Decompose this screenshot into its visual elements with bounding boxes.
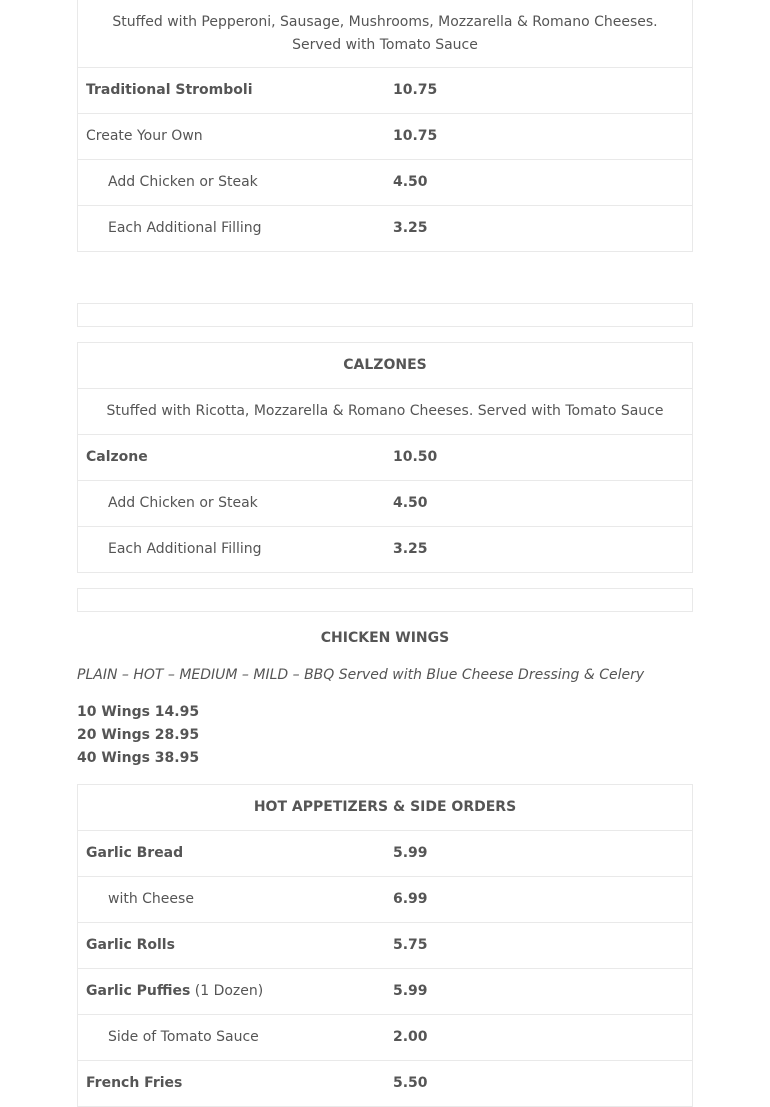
- item-price: 4.50: [385, 160, 693, 206]
- menu-row: [78, 923, 693, 969]
- item-name: Side of Tomato Sauce: [78, 1015, 386, 1061]
- item-price: 4.50: [385, 481, 693, 527]
- item-price: 5.50: [385, 1061, 693, 1107]
- list-item: 10 Wings 14.95: [77, 704, 200, 720]
- stromboli-section: [77, 0, 693, 252]
- stromboli-description: Stuffed with Pepperoni, Sausage, Mushrooms, Mozzarella & Romano Cheeses. Served with Tomato Sauce: [78, 0, 693, 68]
- menu-row: [78, 527, 693, 573]
- item-price: 3.25: [385, 527, 693, 573]
- menu-row: [78, 160, 693, 206]
- item-name: Garlic Bread: [78, 831, 386, 877]
- menu-row: [78, 1061, 693, 1107]
- menu-row: [78, 1015, 693, 1061]
- item-price: 2.00: [385, 1015, 693, 1061]
- menu-row: [78, 831, 693, 877]
- calzones-description: Stuffed with Ricotta, Mozzarella & Romano Cheeses. Served with Tomato Sauce: [78, 389, 693, 435]
- menu-row: [78, 481, 693, 527]
- item-name: Create Your Own: [78, 114, 386, 160]
- item-name: Calzone: [78, 435, 386, 481]
- wings-options: [77, 701, 199, 770]
- appetizers-section: [77, 784, 693, 1107]
- item-name-cell: [78, 969, 386, 1015]
- item-note: (1 Dozen): [194, 983, 264, 999]
- menu-row: [78, 435, 693, 481]
- item-price: 5.99: [385, 831, 693, 877]
- item-name: Each Additional Filling: [78, 527, 386, 573]
- item-name: Traditional Stromboli: [78, 68, 386, 114]
- section-title: CHICKEN WINGS: [320, 630, 450, 646]
- menu-row: [78, 114, 693, 160]
- item-name: French Fries: [78, 1061, 386, 1107]
- item-price: 10.50: [385, 435, 693, 481]
- item-name: Garlic Puffies: [86, 983, 191, 999]
- item-price: 10.75: [385, 114, 693, 160]
- item-price: 3.25: [385, 206, 693, 252]
- appetizers-table: [77, 784, 693, 1107]
- menu-row: [78, 68, 693, 114]
- item-name: Garlic Rolls: [78, 923, 386, 969]
- menu-row: [78, 206, 693, 252]
- stromboli-table: [77, 0, 693, 252]
- calzones-table: [77, 342, 693, 573]
- list-item: 40 Wings 38.95: [77, 750, 200, 766]
- list-item: 20 Wings 28.95: [77, 727, 200, 743]
- divider-box: [77, 303, 693, 327]
- item-price: 6.99: [385, 877, 693, 923]
- menu-row: [78, 877, 693, 923]
- item-name: Add Chicken or Steak: [78, 481, 386, 527]
- item-price: 10.75: [385, 68, 693, 114]
- menu-row: [78, 969, 693, 1015]
- item-price: 5.75: [385, 923, 693, 969]
- section-title: CALZONES: [78, 343, 693, 389]
- item-name: Each Additional Filling: [78, 206, 386, 252]
- item-price: 5.99: [385, 969, 693, 1015]
- divider-box: [77, 588, 693, 612]
- wings-styles: PLAIN – HOT – MEDIUM – MILD – BBQ Served with Blue Cheese Dressing & Celery: [77, 667, 645, 683]
- section-title: HOT APPETIZERS & SIDE ORDERS: [78, 785, 693, 831]
- calzones-section: [77, 342, 693, 573]
- item-name: Add Chicken or Steak: [78, 160, 386, 206]
- item-name: with Cheese: [78, 877, 386, 923]
